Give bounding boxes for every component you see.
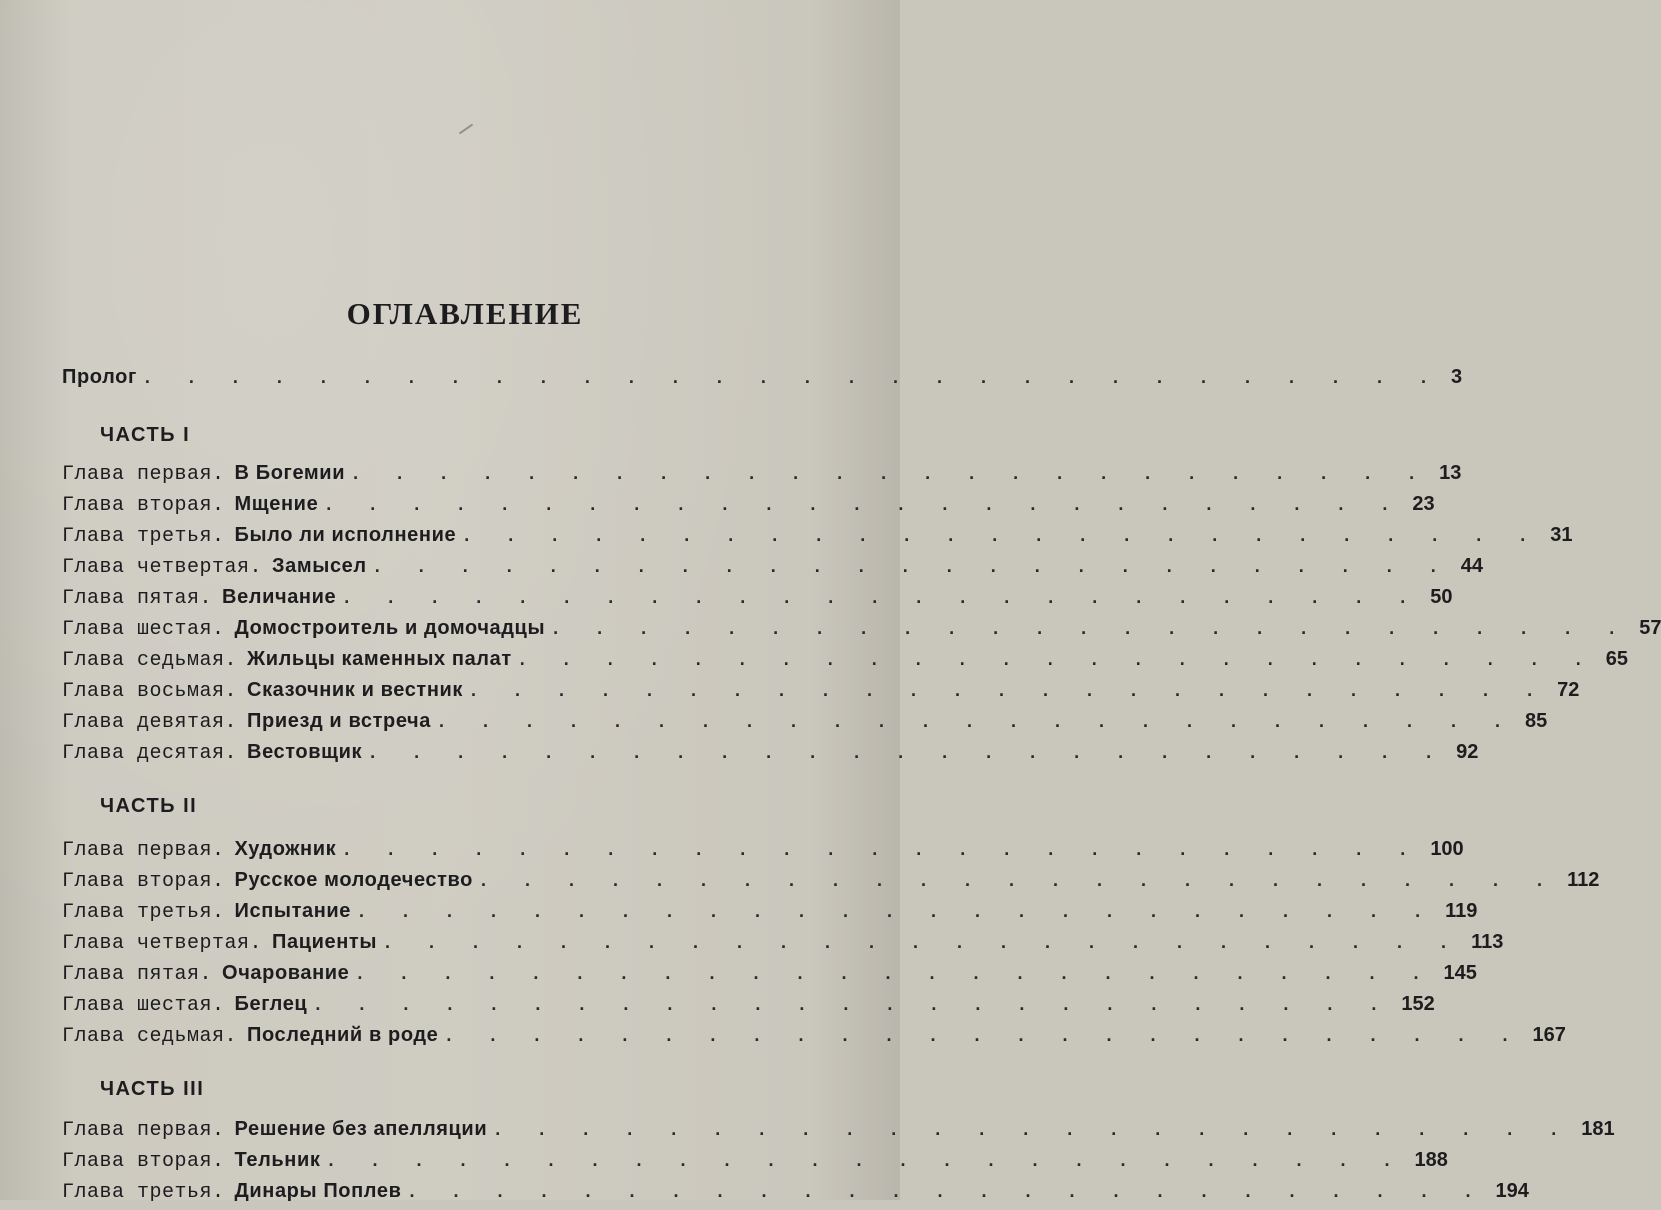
toc-entry — [62, 1149, 1448, 1179]
toc-entry — [62, 1024, 1566, 1054]
toc-entry-prologue — [62, 366, 1463, 396]
dot-leader: . . . . . . . . . . . . . . . . . . . . . . . . . — [359, 901, 1438, 921]
toc-entry — [62, 931, 1504, 961]
chapter-page: 92 — [1456, 741, 1479, 763]
chapter-label: Глава третья. — [62, 901, 225, 924]
chapter-page: 188 — [1414, 1149, 1448, 1171]
dot-leader: . . . . . . . . . . . . . . . . . . . . . . . . . — [409, 1181, 1488, 1201]
dot-leader: . . . . . . . . . . . . . . . . . . . . . . . . . — [519, 649, 1598, 669]
dot-leader: . . . . . . . . . . . . . . . . . . . . . . . . . — [344, 839, 1423, 859]
toc-entry — [62, 900, 1478, 930]
toc-entry — [62, 869, 1600, 899]
chapter-page: 181 — [1581, 1118, 1615, 1140]
chapter-page: 194 — [1495, 1180, 1529, 1202]
chapter-page: 31 — [1550, 524, 1573, 546]
chapter-page: 119 — [1445, 900, 1478, 922]
chapter-label: Глава шестая. — [62, 994, 225, 1017]
dot-leader: . . . . . . . . . . . . . . . . . . . . . . . . . — [315, 994, 1394, 1014]
chapter-label: Глава первая. — [62, 463, 225, 486]
dot-leader: . . . . . . . . . . . . . . . . . . . . . . . . . — [553, 618, 1632, 638]
toc-entry — [62, 993, 1435, 1023]
toc-entry — [62, 962, 1477, 992]
dot-leader: . . . . . . . . . . . . . . . . . . . . . . . . . — [481, 870, 1560, 890]
chapter-title: Последний в роде — [247, 1024, 439, 1046]
dot-leader: . . . . . . . . . . . . . . . . . . . . . . . . . — [464, 525, 1543, 545]
chapter-title: Беглец — [234, 993, 308, 1015]
chapter-page: 13 — [1439, 462, 1462, 484]
toc-entry — [62, 617, 1661, 647]
chapter-page: 44 — [1460, 555, 1484, 577]
chapter-label: Глава девятая. — [62, 711, 238, 734]
toc-entry — [62, 679, 1580, 709]
chapter-title: Замысел — [272, 555, 367, 577]
dot-leader: . . . . . . . . . . . . . . . . . . . . . . . . . — [326, 494, 1405, 514]
dot-leader: . . . . . . . . . . . . . . . . . . . . . . . . . — [495, 1119, 1574, 1139]
toc-entry — [62, 1180, 1529, 1210]
dot-leader: . . . . . . . . . . . . . . . . . . . . . . . . . — [385, 932, 1464, 952]
chapter-page: 85 — [1525, 710, 1548, 732]
chapter-label: Глава первая. — [62, 839, 225, 862]
chapter-page: 152 — [1401, 993, 1435, 1015]
chapter-title: Динары Поплев — [234, 1180, 402, 1202]
dot-leader: . . . . . . . . . . . . . . . . . . . . . . . . . — [357, 963, 1436, 983]
chapter-label: Глава первая. — [62, 1119, 225, 1142]
chapter-label: Глава шестая. — [62, 618, 225, 641]
chapter-title: Величание — [222, 586, 337, 608]
toc-entry — [62, 462, 1462, 492]
toc-entry — [62, 524, 1573, 554]
chapter-page: 100 — [1430, 838, 1464, 860]
chapter-page: 112 — [1567, 869, 1600, 891]
chapter-title: Тельник — [234, 1149, 321, 1171]
chapter-label: Глава четвертая. — [62, 556, 263, 579]
chapter-page: 72 — [1557, 679, 1580, 701]
chapter-title: Сказочник и вестник — [247, 679, 464, 701]
dot-leader: . . . . . . . . . . . . . . . . . . . . . . . . . . . . . . — [144, 367, 1443, 387]
chapter-title: Пациенты — [272, 931, 377, 953]
part-heading-2: ЧАСТЬ II — [100, 795, 198, 817]
chapter-title: Жильцы каменных палат — [247, 648, 512, 670]
chapter-label: Глава третья. — [62, 525, 225, 548]
chapter-title: Художник — [234, 838, 337, 860]
chapter-title: Русское молодечество — [234, 869, 473, 891]
part-heading-3: ЧАСТЬ III — [100, 1078, 205, 1100]
dot-leader: . . . . . . . . . . . . . . . . . . . . . . . . . — [353, 463, 1432, 483]
chapter-label: Глава седьмая. — [62, 649, 238, 672]
chapter-title: В Богемии — [234, 462, 346, 484]
dot-leader: . . . . . . . . . . . . . . . . . . . . . . . . . — [370, 742, 1449, 762]
chapter-page: 50 — [1430, 586, 1453, 608]
chapter-label: Глава седьмая. — [62, 1025, 238, 1048]
toc-entry — [62, 838, 1464, 868]
chapter-label: Глава вторая. — [62, 1150, 225, 1173]
chapter-page: 145 — [1443, 962, 1477, 984]
dot-leader: . . . . . . . . . . . . . . . . . . . . . . . . . — [344, 587, 1423, 607]
chapter-page: 113 — [1471, 931, 1504, 953]
entry-page: 3 — [1450, 366, 1463, 388]
chapter-title: Вестовщик — [247, 741, 363, 763]
chapter-page: 23 — [1412, 493, 1435, 515]
toc-entry — [62, 586, 1453, 616]
chapter-page: 65 — [1605, 648, 1629, 670]
toc-entry — [62, 710, 1548, 740]
part-heading-1: ЧАСТЬ I — [100, 424, 191, 446]
chapter-title: Приезд и встреча — [247, 710, 431, 732]
paper-scratch — [459, 124, 473, 135]
chapter-label: Глава десятая. — [62, 742, 238, 765]
toc-entry — [62, 493, 1435, 523]
chapter-page: 167 — [1532, 1024, 1566, 1046]
toc-entry — [62, 1118, 1615, 1148]
chapter-title: Решение без апелляции — [234, 1118, 488, 1140]
entry-title: Пролог — [62, 366, 137, 388]
chapter-label: Глава пятая. — [62, 587, 213, 610]
chapter-title: Очарование — [222, 962, 350, 984]
dot-leader: . . . . . . . . . . . . . . . . . . . . . . . . . — [328, 1150, 1407, 1170]
chapter-title: Было ли исполнение — [234, 524, 457, 546]
chapter-label: Глава вторая. — [62, 494, 225, 517]
chapter-title: Испытание — [234, 900, 352, 922]
chapter-title: Мщение — [234, 493, 319, 515]
dot-leader: . . . . . . . . . . . . . . . . . . . . . . . . . — [438, 711, 1518, 731]
toc-entry — [62, 648, 1629, 678]
chapter-label: Глава вторая. — [62, 870, 225, 893]
dot-leader: . . . . . . . . . . . . . . . . . . . . . . . . . — [446, 1025, 1525, 1045]
toc-entry — [62, 555, 1484, 585]
chapter-page: 57 — [1639, 617, 1661, 639]
chapter-label: Глава третья. — [62, 1181, 225, 1204]
dot-leader: . . . . . . . . . . . . . . . . . . . . . . . . . — [471, 680, 1550, 700]
chapter-label: Глава восьмая. — [62, 680, 238, 703]
chapter-title: Домостроитель и домочадцы — [234, 617, 546, 639]
toc-title: ОГЛАВЛЕНИЕ — [346, 296, 584, 331]
chapter-label: Глава пятая. — [62, 963, 213, 986]
dot-leader: . . . . . . . . . . . . . . . . . . . . . . . . . — [374, 556, 1453, 576]
chapter-label: Глава четвертая. — [62, 932, 263, 955]
toc-entry — [62, 741, 1479, 771]
